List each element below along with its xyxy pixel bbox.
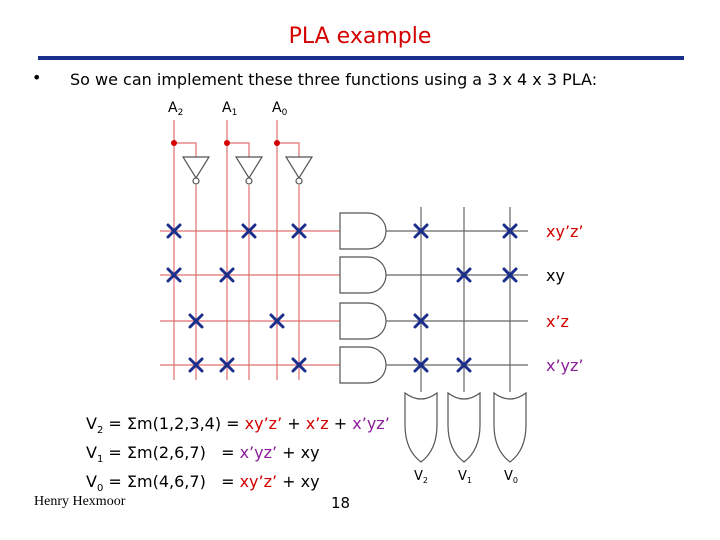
inverter-gates (183, 157, 312, 184)
equation-v0: $V_0 = \Sigma m(4,6,7)$ = xy’z’ + xy (86, 472, 320, 495)
page-number: 18 (331, 494, 351, 512)
equations-block (86, 413, 390, 501)
input-label-a0: $A_0$ (272, 100, 288, 118)
equation-v2: $V_2 = \Sigma m(1,2,3,4)$ = xy’z’ + x’z + x’yz’ (86, 414, 390, 437)
term-label-3: x’z (546, 312, 569, 331)
equation-v1: $V_1 = \Sigma m(2,6,7)$ = x’yz’ + xy (86, 443, 320, 466)
and-plane-horizontal-lines (160, 231, 340, 365)
term-label-2: xy (546, 266, 565, 285)
slide-title: PLA example (288, 24, 432, 49)
input-label-a2: $A_2$ (168, 100, 184, 118)
output-label-v2: $V_2$ (414, 469, 428, 485)
output-label-v0: $V_0$ (504, 469, 518, 485)
term-label-1: xy’z’ (546, 222, 584, 241)
output-label-v1: $V_1$ (458, 469, 472, 485)
intro-text: So we can implement these three functions using a 3 x 4 x 3 PLA: (70, 70, 598, 89)
or-plane-horizontal-lines (386, 231, 528, 365)
and-gates (340, 213, 386, 383)
author-name: Henry Hexmoor (34, 494, 126, 509)
term-label-4: x’yz’ (546, 356, 584, 375)
input-branches (174, 143, 299, 157)
bullet-marker: • (32, 68, 42, 87)
or-gates (405, 393, 526, 462)
input-label-a1: $A_1$ (222, 100, 238, 118)
